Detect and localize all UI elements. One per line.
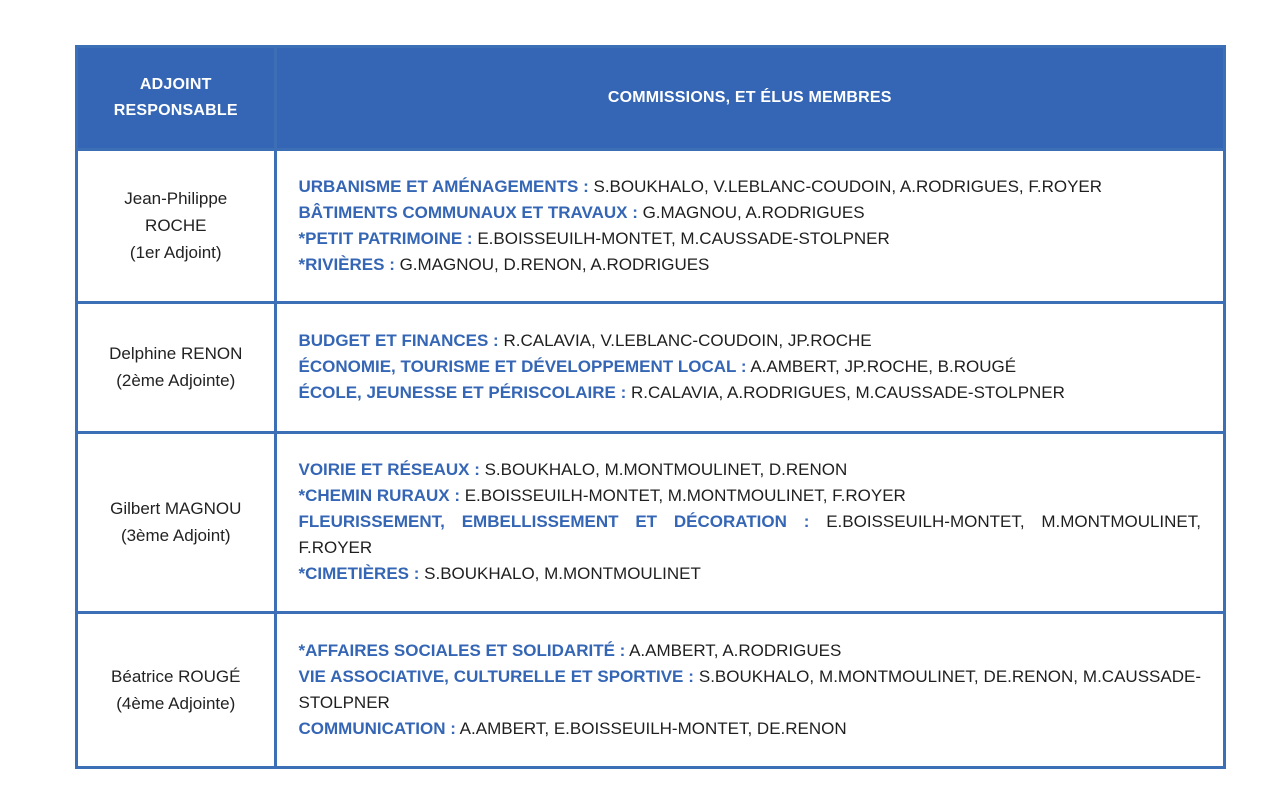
adjoint-name: Jean-Philippe [124, 189, 228, 208]
commission-line [299, 380, 1202, 406]
commission-members: A.AMBERT, E.BOISSEUILH-MONTET, DE.RENON [455, 718, 847, 738]
table-row [78, 149, 1223, 302]
adjoint-name: Gilbert MAGNOU [110, 499, 242, 518]
header-commissions: COMMISSIONS, ET ÉLUS MEMBRES [275, 48, 1223, 149]
commission-label: BÂTIMENTS COMMUNAUX ET TRAVAUX : [298, 202, 638, 222]
commissions-cell [275, 149, 1223, 302]
commission-label: BUDGET ET FINANCES : [298, 331, 499, 350]
commission-members: S.BOUKHALO, V.LEBLANC-COUDOIN, A.RODRIGUES, F.ROYER [588, 176, 1103, 196]
commission-members: E.BOISSEUILH-MONTET, M.MONTMOULINET, F.ROYER [460, 486, 906, 505]
commission-label: ÉCOLE, JEUNESSE ET PÉRISCOLAIRE : [298, 383, 627, 402]
commission-line [299, 200, 1202, 226]
adjoint-name: Béatrice ROUGÉ [111, 666, 241, 686]
adjoint-cell [78, 432, 275, 612]
commission-label: *RIVIÈRES : [298, 254, 395, 274]
commission-line [299, 561, 1202, 587]
header-adjoint-line1: ADJOINT [139, 75, 212, 93]
commission-line [299, 457, 1202, 483]
commissions-table [75, 45, 1226, 769]
header-row [78, 48, 1223, 149]
commission-members: S.BOUKHALO, M.MONTMOULINET, D.RENON [479, 460, 848, 479]
commission-line [299, 483, 1202, 509]
commission-members: R.CALAVIA, A.RODRIGUES, M.CAUSSADE-STOLPNER [626, 383, 1065, 402]
header-adjoint [78, 48, 275, 149]
adjoint-role: (3ème Adjoint) [120, 526, 231, 545]
commission-label: VIE ASSOCIATIVE, CULTURELLE ET SPORTIVE : [298, 666, 694, 686]
commission-members: G.MAGNOU, A.RODRIGUES [637, 202, 865, 222]
commission-members: R.CALAVIA, V.LEBLANC-COUDOIN, JP.ROCHE [498, 331, 872, 350]
commission-line [299, 716, 1202, 742]
commission-members: E.BOISSEUILH-MONTET, M.MONTMOULINET, F.ROYER [298, 512, 1201, 557]
commission-line [299, 638, 1202, 664]
commission-label: *PETIT PATRIMOINE : [298, 228, 473, 248]
commission-label: *CIMETIÈRES : [298, 564, 420, 583]
commissions-cell [275, 302, 1223, 432]
commission-label: *CHEMIN RURAUX : [298, 486, 460, 505]
table-row [78, 302, 1223, 432]
commission-members: G.MAGNOU, D.RENON, A.RODRIGUES [394, 254, 710, 274]
adjoint-name: Delphine RENON [109, 344, 243, 363]
header-adjoint-line2: RESPONSABLE [113, 101, 238, 119]
commission-members: E.BOISSEUILH-MONTET, M.CAUSSADE-STOLPNER [472, 228, 890, 248]
adjoint-role: (4ème Adjointe) [116, 693, 236, 713]
commission-label: *AFFAIRES SOCIALES ET SOLIDARITÉ : [298, 640, 626, 660]
commission-members: A.AMBERT, A.RODRIGUES [625, 640, 842, 660]
commission-label: ÉCONOMIE, TOURISME ET DÉVELOPPEMENT LOCAL : [298, 357, 747, 376]
commissions-cell [275, 432, 1223, 612]
commission-members: S.BOUKHALO, M.MONTMOULINET [419, 564, 701, 583]
commission-label: VOIRIE ET RÉSEAUX : [298, 460, 480, 479]
commission-label: FLEURISSEMENT, EMBELLISSEMENT ET DÉCORATION : [298, 512, 810, 531]
adjoint-cell [78, 302, 275, 432]
commission-label: URBANISME ET AMÉNAGEMENTS : [298, 176, 589, 196]
adjoint-role: (1er Adjoint) [129, 243, 222, 262]
commissions-grid [78, 48, 1223, 766]
adjoint-cell [78, 612, 275, 766]
commission-line [299, 664, 1202, 716]
commission-line [299, 509, 1202, 561]
commission-line [299, 226, 1202, 252]
table-row [78, 612, 1223, 766]
commission-label: COMMUNICATION : [298, 718, 456, 738]
commission-members: A.AMBERT, JP.ROCHE, B.ROUGÉ [746, 357, 1017, 376]
commission-members: S.BOUKHALO, M.MONTMOULINET, DE.RENON, M.CAUSSADE-STOLPNER [298, 666, 1201, 712]
adjoint-name: ROCHE [145, 216, 207, 235]
commission-line [299, 174, 1202, 200]
commission-line [299, 328, 1202, 354]
adjoint-role: (2ème Adjointe) [116, 371, 236, 390]
commission-line [299, 354, 1202, 380]
table-row [78, 432, 1223, 612]
commission-line [299, 252, 1202, 278]
adjoint-cell [78, 149, 275, 302]
commissions-cell [275, 612, 1223, 766]
